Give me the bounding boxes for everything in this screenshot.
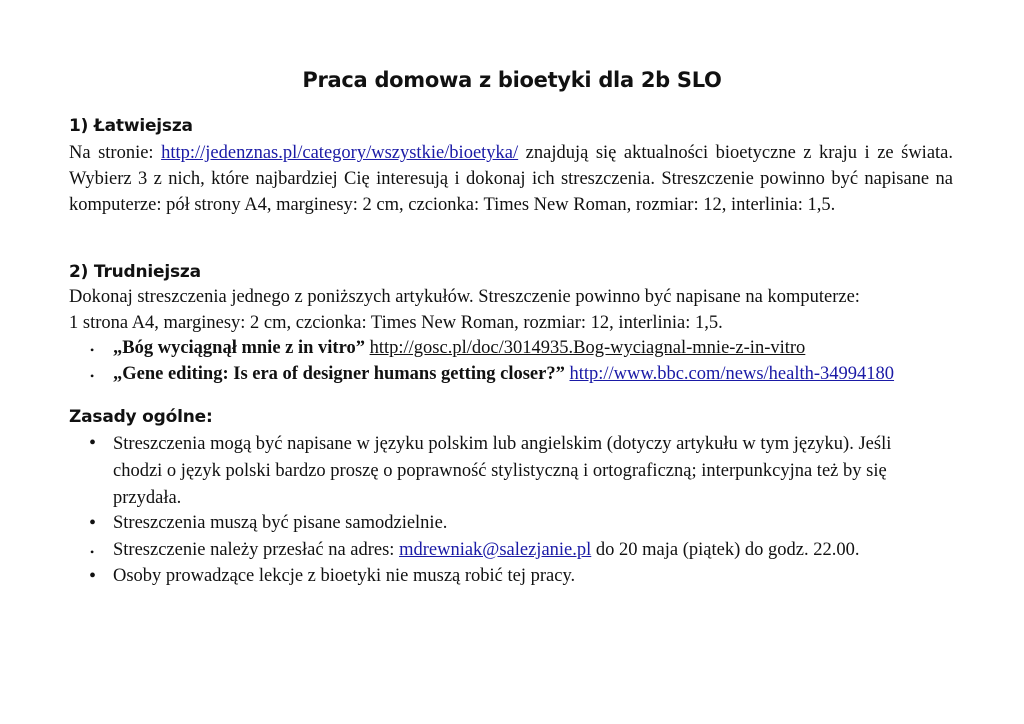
bullet-dot: • bbox=[90, 343, 95, 357]
article-item-1 bbox=[113, 338, 805, 359]
section-heading-harder: 2) Trudniejsza bbox=[69, 262, 201, 282]
harder-line-2: 1 strona A4, marginesy: 2 cm, czcionka: Times New Roman, rozmiar: 12, interlinia: 1,5. bbox=[69, 313, 723, 333]
rule-3-text-before: Streszczenie należy przesłać na adres: bbox=[113, 540, 400, 560]
article-item-2 bbox=[113, 364, 894, 385]
page-title: Praca domowa z bioetyki dla 2b SLO bbox=[302, 68, 722, 92]
bullet-dot: • bbox=[89, 432, 97, 454]
bullet-dot: • bbox=[89, 512, 97, 534]
article-link-1[interactable]: http://gosc.pl/doc/3014935.Bog-wyciagnal-mnie-z-in-vitro bbox=[369, 338, 806, 358]
article-link-2[interactable]: http://www.bbc.com/news/health-34994180 bbox=[569, 364, 895, 384]
section-heading-rules: Zasady ogólne: bbox=[69, 407, 213, 427]
section-easier-paragraph bbox=[69, 140, 953, 218]
rule-item-3 bbox=[113, 540, 859, 561]
rule-item-2: Streszczenia muszą być pisane samodzielnie. bbox=[113, 513, 448, 533]
jedenznas-link[interactable]: http://jedenznas.pl/category/wszystkie/bioetyka/ bbox=[161, 143, 519, 163]
rule-3-text-after: do 20 maja (piątek) do godz. 22.00. bbox=[591, 540, 860, 560]
easier-text-before-link: Na stronie: bbox=[69, 143, 162, 163]
rule-item-1: Streszczenia mogą być napisane w języku polskim lub angielskim (dotyczy artykułu w tym języku). Jeśli chodzi o język polski bardzo proszę o poprawność stylistyczną i ortograficzną; interpunkcyjna też by się przydała. bbox=[113, 434, 892, 508]
harder-line-1: Dokonaj streszczenia jednego z poniższych artykułów. Streszczenie powinno być napisane na komputerze: bbox=[69, 287, 860, 307]
rule-item-4: Osoby prowadzące lekcje z bioetyki nie muszą robić tej pracy. bbox=[113, 566, 576, 586]
article-title-1: „Bóg wyciągnął mnie z in vitro” bbox=[113, 338, 365, 358]
email-link[interactable]: mdrewniak@salezjanie.pl bbox=[399, 540, 592, 560]
section-heading-easier: 1) Łatwiejsza bbox=[69, 116, 193, 136]
bullet-dot: • bbox=[90, 545, 95, 559]
bullet-dot: • bbox=[89, 565, 97, 587]
article-title-2: „Gene editing: Is era of designer humans getting closer?” bbox=[113, 364, 565, 384]
easier-text-after-link: znajdują się aktualności bioetyczne z kraju i ze świata. Wybierz 3 z nich, które najbardziej Cię interesują i dokonaj ich streszczenia. Streszczenie powinno być napisane na komputerze: pół strony A4, marginesy: 2 cm, czcionka: Times New Roman, rozmiar: 12, interlinia: 1,5. bbox=[69, 143, 954, 215]
bullet-dot: • bbox=[90, 369, 95, 383]
